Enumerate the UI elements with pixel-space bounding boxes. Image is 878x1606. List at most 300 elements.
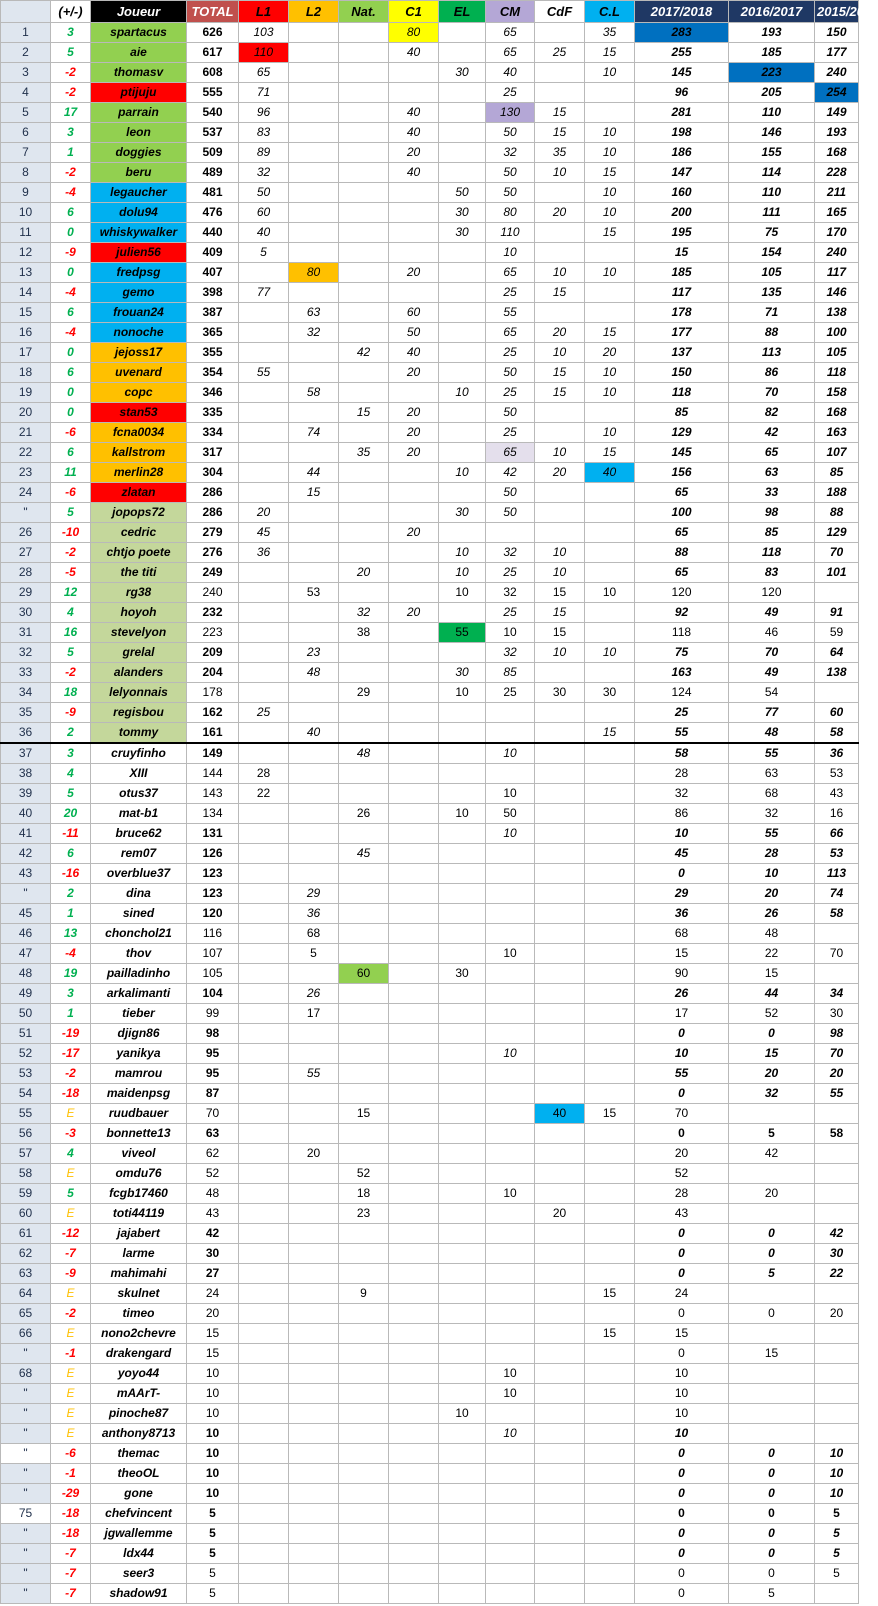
season-2015-2016-cell: 107 xyxy=(815,443,859,463)
player-cell: pailladinho xyxy=(91,964,187,984)
cm-cell xyxy=(486,924,535,944)
season-2016-2017-cell: 118 xyxy=(729,543,815,563)
table-row xyxy=(1,1564,859,1584)
diff-cell: -2 xyxy=(51,1304,91,1324)
season-2017-2018-cell: 0 xyxy=(635,1484,729,1504)
l1-cell xyxy=(239,1224,289,1244)
cm-cell xyxy=(486,1464,535,1484)
season-2016-2017-cell xyxy=(729,1164,815,1184)
table-row xyxy=(1,1444,859,1464)
cm-cell: 32 xyxy=(486,583,535,603)
season-2017-2018-cell: 26 xyxy=(635,984,729,1004)
diff-cell: E xyxy=(51,1284,91,1304)
season-2017-2018-cell: 177 xyxy=(635,323,729,343)
season-2015-2016-cell: 146 xyxy=(815,283,859,303)
cm-cell: 130 xyxy=(486,103,535,123)
rank-cell: 13 xyxy=(1,263,51,283)
diff-cell: -18 xyxy=(51,1084,91,1104)
cdf-cell xyxy=(535,1064,585,1084)
rank-cell: 22 xyxy=(1,443,51,463)
season-2016-2017-cell: 20 xyxy=(729,1184,815,1204)
l1-cell xyxy=(239,1524,289,1544)
player-cell: yoyo44 xyxy=(91,1364,187,1384)
cdf-cell xyxy=(535,924,585,944)
cdf-cell: 10 xyxy=(535,343,585,363)
cl-cell xyxy=(585,563,635,583)
season-2015-2016-cell: 30 xyxy=(815,1004,859,1024)
cdf-cell xyxy=(535,944,585,964)
total-cell: 116 xyxy=(187,924,239,944)
nat-cell xyxy=(339,1084,389,1104)
table-row xyxy=(1,864,859,884)
season-2017-2018-cell: 186 xyxy=(635,143,729,163)
l2-cell xyxy=(289,63,339,83)
season-2015-2016-cell: 193 xyxy=(815,123,859,143)
season-2015-2016-cell xyxy=(815,1364,859,1384)
player-cell: dina xyxy=(91,884,187,904)
season-2017-2018-cell: 137 xyxy=(635,343,729,363)
total-cell: 20 xyxy=(187,1304,239,1324)
season-2016-2017-cell: 0 xyxy=(729,1024,815,1044)
player-cell: stan53 xyxy=(91,403,187,423)
season-2016-2017-cell xyxy=(729,1324,815,1344)
rank-cell: " xyxy=(1,1564,51,1584)
nat-cell xyxy=(339,423,389,443)
total-cell: 334 xyxy=(187,423,239,443)
el-cell xyxy=(439,1504,486,1524)
cm-cell: 10 xyxy=(486,944,535,964)
season-2015-2016-cell: 66 xyxy=(815,824,859,844)
player-cell: grelal xyxy=(91,643,187,663)
season-2015-2016-cell: 16 xyxy=(815,804,859,824)
cl-cell xyxy=(585,403,635,423)
header-l2: L2 xyxy=(289,1,339,23)
nat-cell: 15 xyxy=(339,1104,389,1124)
nat-cell xyxy=(339,263,389,283)
season-2015-2016-cell: 240 xyxy=(815,63,859,83)
table-row xyxy=(1,103,859,123)
season-2015-2016-cell xyxy=(815,1424,859,1444)
cm-cell xyxy=(486,1304,535,1324)
c1-cell xyxy=(389,743,439,764)
diff-cell: 17 xyxy=(51,103,91,123)
l1-cell xyxy=(239,263,289,283)
season-2016-2017-cell: 48 xyxy=(729,723,815,744)
season-2016-2017-cell: 70 xyxy=(729,643,815,663)
l1-cell xyxy=(239,343,289,363)
cdf-cell xyxy=(535,1004,585,1024)
total-cell: 134 xyxy=(187,804,239,824)
total-cell: 5 xyxy=(187,1544,239,1564)
cl-cell xyxy=(585,1164,635,1184)
player-cell: ptijuju xyxy=(91,83,187,103)
total-cell: 240 xyxy=(187,583,239,603)
cdf-cell xyxy=(535,1224,585,1244)
c1-cell: 50 xyxy=(389,323,439,343)
l2-cell xyxy=(289,1504,339,1524)
diff-cell: 1 xyxy=(51,1004,91,1024)
cm-cell: 25 xyxy=(486,563,535,583)
c1-cell: 40 xyxy=(389,103,439,123)
nat-cell xyxy=(339,924,389,944)
season-2017-2018-cell: 200 xyxy=(635,203,729,223)
rank-cell: 66 xyxy=(1,1324,51,1344)
total-cell: 15 xyxy=(187,1344,239,1364)
rank-cell: " xyxy=(1,1544,51,1564)
total-cell: 409 xyxy=(187,243,239,263)
player-cell: alanders xyxy=(91,663,187,683)
season-2016-2017-cell: 155 xyxy=(729,143,815,163)
player-cell: jejoss17 xyxy=(91,343,187,363)
player-cell: rg38 xyxy=(91,583,187,603)
cdf-cell xyxy=(535,483,585,503)
l2-cell xyxy=(289,824,339,844)
diff-cell: -12 xyxy=(51,1224,91,1244)
nat-cell xyxy=(339,944,389,964)
season-2015-2016-cell xyxy=(815,1164,859,1184)
el-cell xyxy=(439,1564,486,1584)
season-2015-2016-cell: 91 xyxy=(815,603,859,623)
season-2016-2017-cell xyxy=(729,1284,815,1304)
season-2015-2016-cell xyxy=(815,1144,859,1164)
el-cell: 30 xyxy=(439,63,486,83)
season-2016-2017-cell: 42 xyxy=(729,423,815,443)
cm-cell xyxy=(486,703,535,723)
c1-cell xyxy=(389,623,439,643)
c1-cell xyxy=(389,804,439,824)
total-cell: 204 xyxy=(187,663,239,683)
table-row xyxy=(1,83,859,103)
header-season-2015-2016: 2015/2016 xyxy=(815,1,859,23)
total-cell: 481 xyxy=(187,183,239,203)
el-cell xyxy=(439,1044,486,1064)
diff-cell: 6 xyxy=(51,303,91,323)
total-cell: 626 xyxy=(187,23,239,43)
diff-cell: 1 xyxy=(51,143,91,163)
diff-cell: -11 xyxy=(51,824,91,844)
header-total: TOTAL xyxy=(187,1,239,23)
diff-cell: -3 xyxy=(51,1124,91,1144)
el-cell xyxy=(439,1264,486,1284)
c1-cell: 20 xyxy=(389,423,439,443)
cm-cell xyxy=(486,1564,535,1584)
season-2017-2018-cell: 0 xyxy=(635,1564,729,1584)
l1-cell xyxy=(239,884,289,904)
cdf-cell: 20 xyxy=(535,1204,585,1224)
nat-cell xyxy=(339,203,389,223)
l2-cell xyxy=(289,743,339,764)
nat-cell xyxy=(339,904,389,924)
el-cell xyxy=(439,483,486,503)
cdf-cell xyxy=(535,83,585,103)
el-cell xyxy=(439,523,486,543)
cm-cell: 25 xyxy=(486,423,535,443)
diff-cell: -5 xyxy=(51,563,91,583)
cm-cell: 10 xyxy=(486,1364,535,1384)
nat-cell xyxy=(339,1004,389,1024)
total-cell: 10 xyxy=(187,1384,239,1404)
cdf-cell xyxy=(535,703,585,723)
player-cell: kallstrom xyxy=(91,443,187,463)
season-2016-2017-cell: 154 xyxy=(729,243,815,263)
player-cell: spartacus xyxy=(91,23,187,43)
rank-cell: 62 xyxy=(1,1244,51,1264)
season-2015-2016-cell: 117 xyxy=(815,263,859,283)
diff-cell: 11 xyxy=(51,463,91,483)
season-2015-2016-cell: 58 xyxy=(815,723,859,744)
table-row xyxy=(1,723,859,744)
table-row xyxy=(1,523,859,543)
season-2015-2016-cell: 5 xyxy=(815,1504,859,1524)
cl-cell: 10 xyxy=(585,363,635,383)
player-cell: mAArT- xyxy=(91,1384,187,1404)
total-cell: 540 xyxy=(187,103,239,123)
cm-cell xyxy=(486,1524,535,1544)
total-cell: 27 xyxy=(187,1264,239,1284)
diff-cell: 2 xyxy=(51,723,91,744)
l2-cell xyxy=(289,523,339,543)
cl-cell xyxy=(585,1584,635,1604)
cl-cell xyxy=(585,1044,635,1064)
table-row xyxy=(1,303,859,323)
el-cell: 30 xyxy=(439,223,486,243)
season-2016-2017-cell: 68 xyxy=(729,784,815,804)
diff-cell: 5 xyxy=(51,43,91,63)
nat-cell xyxy=(339,1384,389,1404)
table-row xyxy=(1,143,859,163)
table-row xyxy=(1,1064,859,1084)
cdf-cell xyxy=(535,23,585,43)
season-2017-2018-cell: 129 xyxy=(635,423,729,443)
diff-cell: 4 xyxy=(51,1144,91,1164)
nat-cell xyxy=(339,1064,389,1084)
table-row xyxy=(1,243,859,263)
season-2017-2018-cell: 29 xyxy=(635,884,729,904)
l2-cell xyxy=(289,1364,339,1384)
l2-cell: 29 xyxy=(289,884,339,904)
cdf-cell xyxy=(535,1464,585,1484)
c1-cell xyxy=(389,944,439,964)
cl-cell xyxy=(585,924,635,944)
season-2015-2016-cell: 240 xyxy=(815,243,859,263)
season-2016-2017-cell: 54 xyxy=(729,683,815,703)
l2-cell: 20 xyxy=(289,1144,339,1164)
l1-cell xyxy=(239,1284,289,1304)
cl-cell xyxy=(585,83,635,103)
cdf-cell xyxy=(535,1444,585,1464)
c1-cell xyxy=(389,183,439,203)
l1-cell xyxy=(239,1264,289,1284)
season-2015-2016-cell: 34 xyxy=(815,984,859,1004)
rank-cell: 57 xyxy=(1,1144,51,1164)
l2-cell xyxy=(289,1424,339,1444)
player-cell: drakengard xyxy=(91,1344,187,1364)
nat-cell xyxy=(339,1144,389,1164)
season-2016-2017-cell: 48 xyxy=(729,924,815,944)
season-2015-2016-cell xyxy=(815,1324,859,1344)
nat-cell xyxy=(339,1464,389,1484)
season-2017-2018-cell: 283 xyxy=(635,23,729,43)
l1-cell: 60 xyxy=(239,203,289,223)
cm-cell: 25 xyxy=(486,683,535,703)
cdf-cell xyxy=(535,1484,585,1504)
cm-cell xyxy=(486,1164,535,1184)
nat-cell xyxy=(339,1044,389,1064)
l2-cell xyxy=(289,43,339,63)
header-rank xyxy=(1,1,51,23)
season-2017-2018-cell: 118 xyxy=(635,383,729,403)
table-row xyxy=(1,1224,859,1244)
el-cell xyxy=(439,984,486,1004)
player-cell: mamrou xyxy=(91,1064,187,1084)
cl-cell xyxy=(585,844,635,864)
diff-cell: -7 xyxy=(51,1564,91,1584)
el-cell xyxy=(439,403,486,423)
diff-cell: -7 xyxy=(51,1584,91,1604)
nat-cell xyxy=(339,143,389,163)
table-row xyxy=(1,1004,859,1024)
nat-cell xyxy=(339,884,389,904)
nat-cell xyxy=(339,1544,389,1564)
nat-cell xyxy=(339,1024,389,1044)
l2-cell: 40 xyxy=(289,723,339,744)
cdf-cell: 15 xyxy=(535,363,585,383)
nat-cell xyxy=(339,463,389,483)
rank-cell: 32 xyxy=(1,643,51,663)
season-2017-2018-cell: 10 xyxy=(635,824,729,844)
cdf-cell xyxy=(535,503,585,523)
season-2015-2016-cell: 10 xyxy=(815,1464,859,1484)
player-cell: viveol xyxy=(91,1144,187,1164)
total-cell: 387 xyxy=(187,303,239,323)
l2-cell xyxy=(289,1484,339,1504)
total-cell: 608 xyxy=(187,63,239,83)
table-row xyxy=(1,1264,859,1284)
player-cell: gone xyxy=(91,1484,187,1504)
season-2017-2018-cell: 178 xyxy=(635,303,729,323)
cm-cell: 32 xyxy=(486,543,535,563)
cm-cell xyxy=(486,1004,535,1024)
el-cell xyxy=(439,924,486,944)
table-row xyxy=(1,1244,859,1264)
player-cell: fcna0034 xyxy=(91,423,187,443)
el-cell xyxy=(439,1304,486,1324)
cdf-cell: 10 xyxy=(535,563,585,583)
header-player: Joueur xyxy=(91,1,187,23)
el-cell xyxy=(439,1484,486,1504)
nat-cell xyxy=(339,1364,389,1384)
season-2016-2017-cell: 0 xyxy=(729,1444,815,1464)
c1-cell xyxy=(389,1204,439,1224)
header-season-2016-2017: 2016/2017 xyxy=(729,1,815,23)
cdf-cell xyxy=(535,63,585,83)
season-2017-2018-cell: 10 xyxy=(635,1364,729,1384)
l2-cell: 74 xyxy=(289,423,339,443)
el-cell xyxy=(439,864,486,884)
diff-cell: -9 xyxy=(51,1264,91,1284)
total-cell: 5 xyxy=(187,1584,239,1604)
rank-cell: " xyxy=(1,1484,51,1504)
l1-cell: 40 xyxy=(239,223,289,243)
nat-cell xyxy=(339,543,389,563)
diff-cell: 3 xyxy=(51,123,91,143)
c1-cell: 20 xyxy=(389,523,439,543)
l2-cell xyxy=(289,1584,339,1604)
cdf-cell: 25 xyxy=(535,43,585,63)
c1-cell xyxy=(389,1124,439,1144)
c1-cell: 80 xyxy=(389,23,439,43)
player-cell: chtjo poete xyxy=(91,543,187,563)
table-row xyxy=(1,1484,859,1504)
nat-cell xyxy=(339,243,389,263)
c1-cell xyxy=(389,283,439,303)
player-cell: dolu94 xyxy=(91,203,187,223)
l2-cell: 32 xyxy=(289,323,339,343)
diff-cell: E xyxy=(51,1404,91,1424)
cdf-cell xyxy=(535,1024,585,1044)
nat-cell: 20 xyxy=(339,563,389,583)
rank-cell: 3 xyxy=(1,63,51,83)
cl-cell: 15 xyxy=(585,163,635,183)
total-cell: 98 xyxy=(187,1024,239,1044)
nat-cell xyxy=(339,784,389,804)
season-2015-2016-cell: 70 xyxy=(815,944,859,964)
rank-cell: " xyxy=(1,1584,51,1604)
rank-cell: 30 xyxy=(1,603,51,623)
player-cell: thomasv xyxy=(91,63,187,83)
season-2015-2016-cell: 170 xyxy=(815,223,859,243)
cm-cell xyxy=(486,1064,535,1084)
cdf-cell xyxy=(535,1144,585,1164)
cl-cell xyxy=(585,864,635,884)
header-l1: L1 xyxy=(239,1,289,23)
rank-cell: 27 xyxy=(1,543,51,563)
cm-cell xyxy=(486,1104,535,1124)
cdf-cell xyxy=(535,844,585,864)
l2-cell xyxy=(289,243,339,263)
el-cell xyxy=(439,1124,486,1144)
l1-cell xyxy=(239,1184,289,1204)
table-row xyxy=(1,503,859,523)
player-cell: omdu76 xyxy=(91,1164,187,1184)
player-cell: ruudbauer xyxy=(91,1104,187,1124)
l1-cell: 89 xyxy=(239,143,289,163)
season-2015-2016-cell: 188 xyxy=(815,483,859,503)
total-cell: 555 xyxy=(187,83,239,103)
diff-cell: -2 xyxy=(51,1064,91,1084)
l2-cell xyxy=(289,784,339,804)
total-cell: 398 xyxy=(187,283,239,303)
diff-cell: -2 xyxy=(51,163,91,183)
c1-cell xyxy=(389,1564,439,1584)
season-2016-2017-cell xyxy=(729,1104,815,1124)
header-row xyxy=(1,1,859,23)
l1-cell: 36 xyxy=(239,543,289,563)
l1-cell xyxy=(239,1404,289,1424)
cm-cell: 110 xyxy=(486,223,535,243)
l2-cell xyxy=(289,623,339,643)
el-cell xyxy=(439,1004,486,1024)
player-cell: nono2chevre xyxy=(91,1324,187,1344)
l2-cell xyxy=(289,764,339,784)
table-row xyxy=(1,1524,859,1544)
diff-cell: 0 xyxy=(51,343,91,363)
cdf-cell xyxy=(535,824,585,844)
el-cell xyxy=(439,343,486,363)
total-cell: 317 xyxy=(187,443,239,463)
nat-cell xyxy=(339,1124,389,1144)
nat-cell xyxy=(339,864,389,884)
